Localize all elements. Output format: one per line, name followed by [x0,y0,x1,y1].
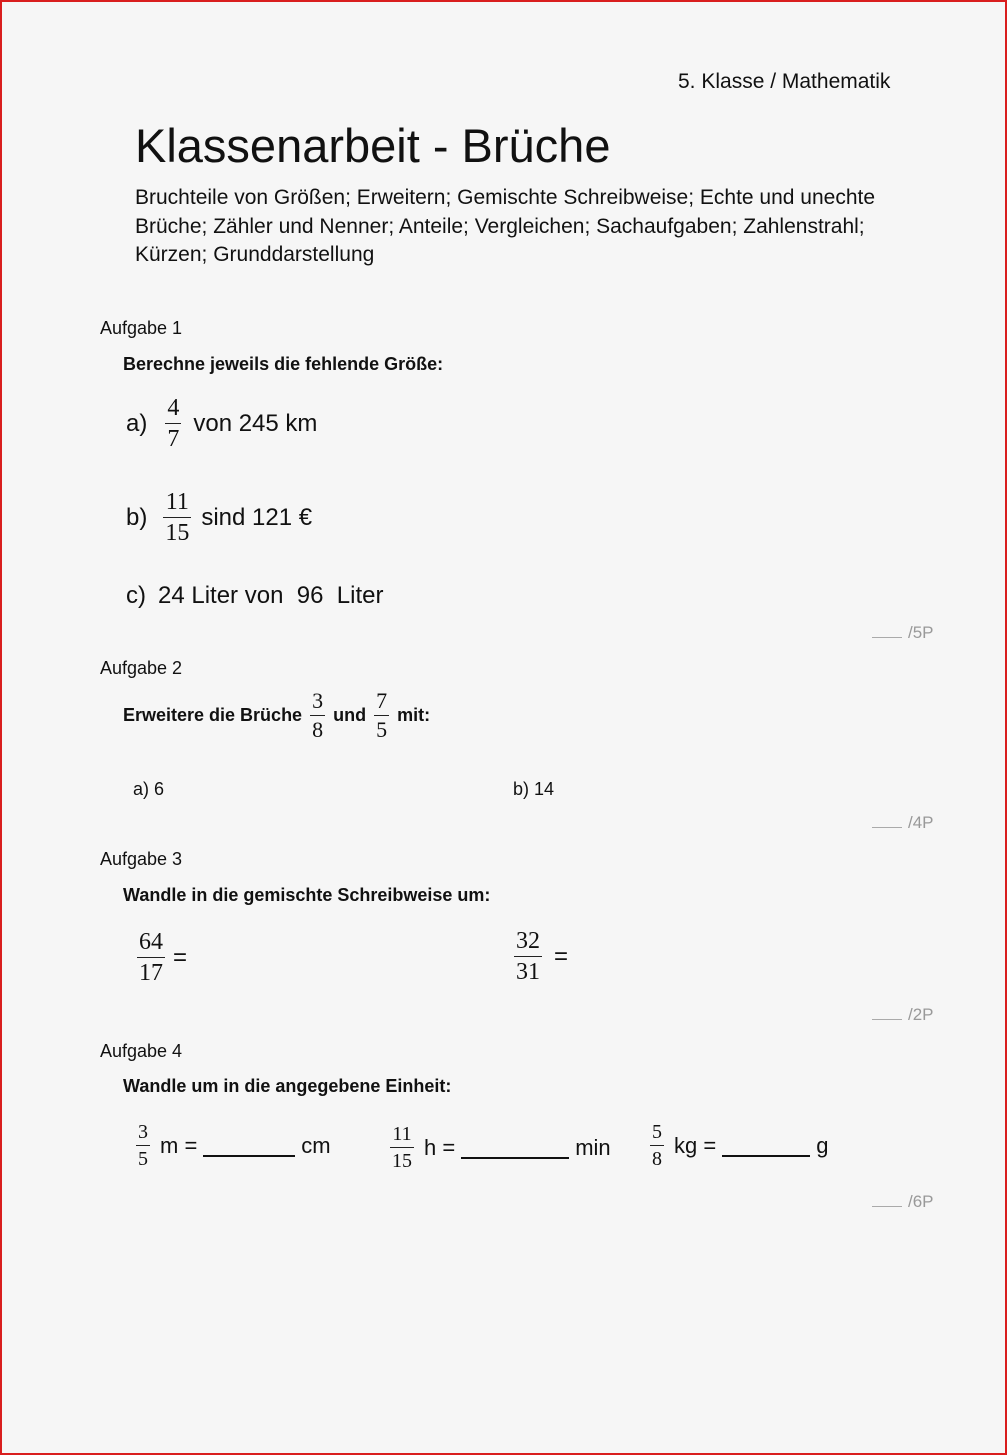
fraction [163,490,191,545]
task1-item-a [126,396,317,451]
fraction: $\frac{7}{5}$ [376,688,388,742]
task2-heading: Aufgabe 2 [100,658,183,678]
equals-sign: = [173,943,188,971]
equals-sign: = [554,942,569,970]
task3-heading: Aufgabe 3 [100,849,183,869]
answer-blank[interactable] [722,1135,810,1157]
task3-instruction: Wandle in die gemischte Schreibweise um: [123,885,491,905]
task4-item-1: $\frac{3}{5}$ m = cm [138,1121,331,1170]
task2-item-a: a) 6 [133,779,165,799]
fraction: $\frac{3}{5}$ [138,1121,148,1170]
numerator: 11 [165,489,189,515]
task4-score: /6P [872,1192,934,1212]
denominator: 7 [165,423,181,451]
page-title: Klassenarbeit - Brüche [135,119,611,172]
numerator: 4 [167,395,180,421]
task3-item-2 [514,929,568,984]
topics-list: Bruchteile von Größen; Erweitern; Gemischte Schreibweise; Echte und unechte Brüche; Zähler und Nenner; Anteile; Vergleichen; Sachaufgaben; Zahlenstrahl; Kürzen; Grunddarstellung [135,186,876,266]
fraction: $\frac{64}{17}$ [139,929,163,986]
task2-instruction: Erweitere die Brüche $\frac{3}{8}$ und $\frac{7}{5}$ mit: [123,688,431,742]
task4-instruction: Wandle um in die angegebene Einheit: [123,1076,452,1096]
task4-heading: Aufgabe 4 [100,1041,183,1061]
denominator: 15 [163,517,191,545]
subject-label: 5. Klasse / Mathematik [678,70,891,93]
fraction [165,396,181,451]
task1-score: /5P [872,623,934,643]
task4-item-3: $\frac{5}{8}$ kg = g [652,1121,829,1170]
fraction: $\frac{32}{31}$ [516,928,540,985]
item-label: b) [126,503,148,531]
task1-instruction: Berechne jeweils die fehlende Größe: [123,354,444,374]
task1-item-c [126,582,383,610]
task4-item-2: $\frac{11}{15}$ h = min [392,1123,611,1172]
answer-blank[interactable] [203,1135,295,1157]
item-text: 24 Liter von 96 Liter [158,582,384,609]
answer-blank[interactable] [461,1137,569,1159]
item-text: sind 121 € [201,503,313,531]
fraction: $\frac{3}{8}$ [312,688,324,742]
task1-heading: Aufgabe 1 [100,318,183,338]
item-label: a) [126,409,148,437]
task1-item-b [126,490,312,545]
task3-item-1 [137,930,187,985]
item-text: von 245 km [193,409,318,437]
fraction: $\frac{5}{8}$ [652,1121,662,1170]
task3-score: /2P [872,1005,934,1025]
task2-score: /4P [872,813,934,833]
item-label: c) [126,582,146,609]
fraction: $\frac{11}{15}$ [392,1123,412,1172]
task2-item-b: b) 14 [513,779,555,799]
